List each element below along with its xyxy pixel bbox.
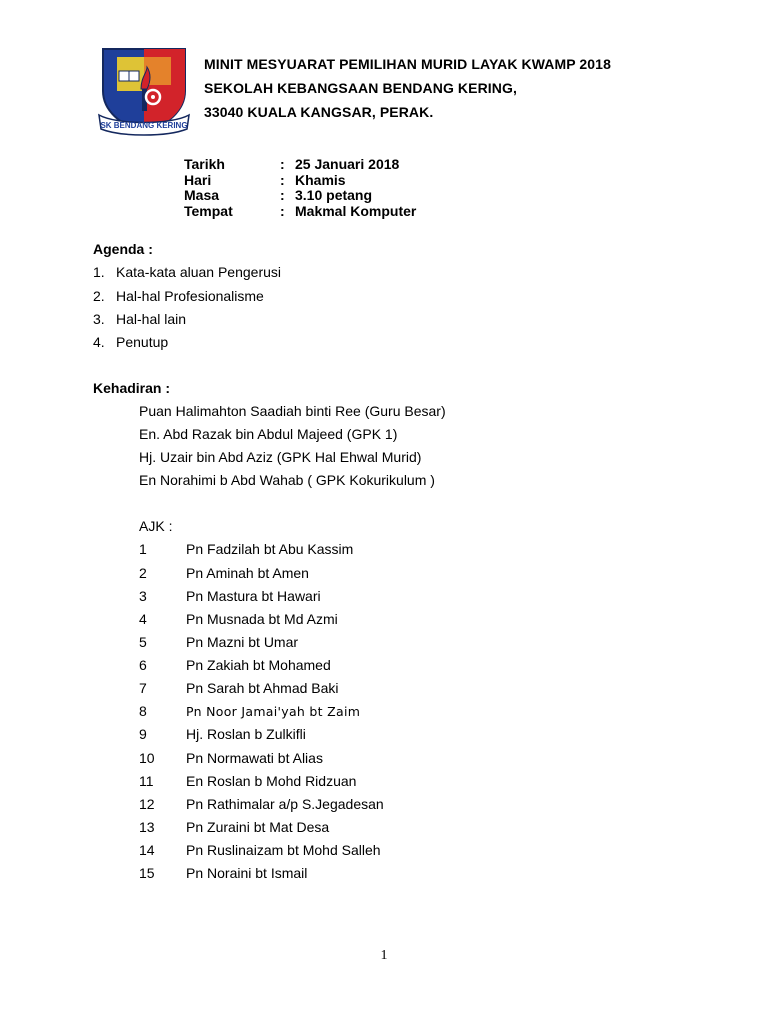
- official-attendee: En. Abd Razak bin Abdul Majeed (GPK 1): [139, 426, 398, 442]
- official-attendee: Puan Halimahton Saadiah binti Ree (Guru Besar): [139, 403, 446, 419]
- ajk-name: Pn Noor Jamai'yah bt Zaim: [186, 704, 361, 719]
- agenda-number: 1.: [93, 264, 105, 280]
- ajk-number: 8: [139, 703, 147, 719]
- ajk-number: 13: [139, 819, 155, 835]
- ajk-name: Pn Normawati bt Alias: [186, 750, 323, 766]
- ajk-name: Pn Mastura bt Hawari: [186, 588, 321, 604]
- official-attendee: En Norahimi b Abd Wahab ( GPK Kokurikulum ): [139, 472, 435, 488]
- agenda-number: 4.: [93, 334, 105, 350]
- meta-label: Tarikh: [184, 156, 225, 172]
- agenda-text: Hal-hal lain: [116, 311, 187, 327]
- page-number: 1: [380, 948, 388, 963]
- meta-value: 3.10 petang: [295, 187, 373, 203]
- ajk-name: En Roslan b Mohd Ridzuan: [186, 773, 357, 789]
- meta-label: Hari: [184, 172, 212, 188]
- attendance-heading: Kehadiran :: [93, 380, 171, 396]
- meta-value: 25 Januari 2018: [295, 156, 400, 172]
- ajk-name: Pn Sarah bt Ahmad Baki: [186, 680, 339, 696]
- ajk-number: 4: [139, 611, 147, 627]
- svg-text:SK BENDANG KERING: SK BENDANG KERING: [100, 121, 188, 130]
- meta-label: Tempat: [184, 203, 233, 219]
- meta-colon: :: [280, 203, 285, 219]
- ajk-name: Pn Fadzilah bt Abu Kassim: [186, 541, 354, 557]
- ajk-number: 6: [139, 657, 147, 673]
- school-crest-logo: [97, 45, 191, 141]
- meta-colon: :: [280, 156, 285, 172]
- ajk-number: 10: [139, 750, 155, 766]
- ajk-label: AJK :: [139, 518, 173, 534]
- official-attendee: Hj. Uzair bin Abd Aziz (GPK Hal Ehwal Murid): [139, 449, 422, 465]
- school-address: 33040 KUALA KANGSAR, PERAK.: [204, 104, 434, 120]
- ajk-name: Pn Aminah bt Amen: [186, 565, 309, 581]
- ajk-number: 2: [139, 565, 147, 581]
- meta-label: Masa: [184, 187, 220, 203]
- agenda-number: 3.: [93, 311, 105, 327]
- ajk-name: Pn Zuraini bt Mat Desa: [186, 819, 330, 835]
- ajk-number: 9: [139, 726, 147, 742]
- ajk-number: 5: [139, 634, 147, 650]
- ajk-name: Pn Musnada bt Md Azmi: [186, 611, 338, 627]
- agenda-number: 2.: [93, 288, 105, 304]
- ajk-name: Pn Noraini bt Ismail: [186, 865, 308, 881]
- meta-value: Makmal Komputer: [295, 203, 417, 219]
- school-name: SEKOLAH KEBANGSAAN BENDANG KERING,: [204, 80, 517, 96]
- ajk-number: 1: [139, 541, 147, 557]
- agenda-text: Kata-kata aluan Pengerusi: [116, 264, 281, 280]
- ajk-name: Pn Rathimalar a/p S.Jegadesan: [186, 796, 384, 812]
- ajk-name: Pn Mazni bt Umar: [186, 634, 299, 650]
- meta-colon: :: [280, 172, 285, 188]
- ajk-number: 15: [139, 865, 155, 881]
- ajk-number: 12: [139, 796, 155, 812]
- ajk-name: Pn Zakiah bt Mohamed: [186, 657, 331, 673]
- agenda-text: Hal-hal Profesionalisme: [116, 288, 264, 304]
- ajk-number: 7: [139, 680, 147, 696]
- document-title: MINIT MESYUARAT PEMILIHAN MURID LAYAK KWAMP 2018: [204, 56, 611, 72]
- ajk-number: 14: [139, 842, 155, 858]
- ajk-number: 3: [139, 588, 147, 604]
- ajk-name: Hj. Roslan b Zulkifli: [186, 726, 306, 742]
- agenda-heading: Agenda :: [93, 241, 153, 257]
- ajk-name: Pn Ruslinaizam bt Mohd Salleh: [186, 842, 381, 858]
- agenda-text: Penutup: [116, 334, 169, 350]
- meta-colon: :: [280, 187, 285, 203]
- ajk-number: 11: [139, 773, 154, 789]
- meta-value: Khamis: [295, 172, 346, 188]
